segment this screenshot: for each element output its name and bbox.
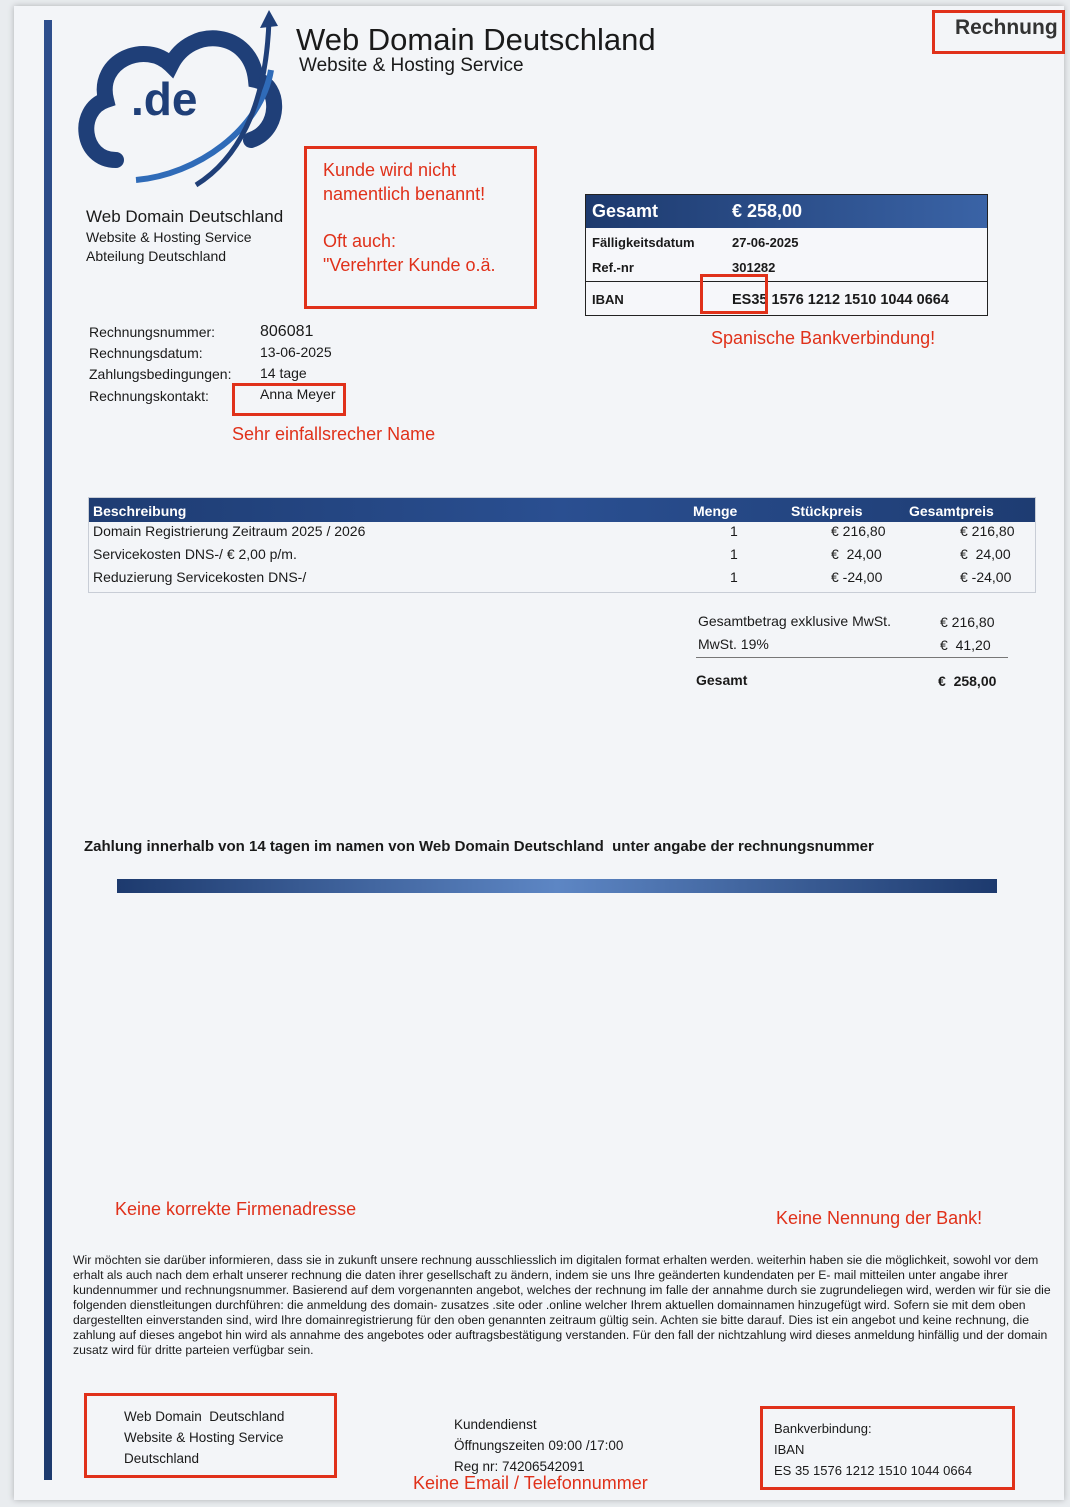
meta-value-invoice-date: 13-06-2025 (260, 344, 332, 360)
company-logo-icon (76, 10, 286, 190)
summary-iban-value: ES35 1576 1212 1510 1044 0664 (732, 292, 949, 308)
summary-ref-value: 301282 (732, 260, 776, 275)
invoice-page (14, 6, 1064, 1500)
meta-value-invoice-number: 806081 (260, 323, 314, 340)
line-items-table (88, 497, 1036, 593)
footer-middle (454, 1414, 623, 1477)
summary-due-value: 27-06-2025 (732, 235, 799, 250)
annotation-box-iban (700, 274, 768, 314)
totals-net-value: € 216,80 (940, 614, 995, 630)
table-header-unit-price: Stückpreis (791, 503, 863, 519)
row-total-price: € 24,00 (960, 546, 1011, 562)
annotation-no-bank: Keine Nennung der Bank! (776, 1208, 983, 1228)
summary-total-label: Gesamt (592, 201, 659, 221)
footer-left-line-3: Deutschland (124, 1451, 200, 1466)
totals-net-label: Gesamtbetrag exklusive MwSt. (698, 613, 891, 629)
row-quantity: 1 (730, 569, 738, 585)
meta-label-invoice-date: Rechnungsdatum: (89, 345, 203, 361)
footer-right-line-1: Bankverbindung: (774, 1421, 872, 1436)
logo-text: .de (131, 73, 198, 125)
totals-vat-value: € 41,20 (940, 637, 991, 653)
sender-address-line-1: Web Domain Deutschland (86, 207, 284, 226)
document-type-label: Rechnung (955, 16, 1058, 39)
summary-iban-label: IBAN (592, 292, 624, 307)
footer-right-line-3: ES 35 1576 1212 1510 1044 0664 (774, 1463, 973, 1478)
summary-total-value: € 258,00 (732, 201, 803, 221)
table-header-total-price: Gesamtpreis (909, 503, 994, 519)
annotation-spanish-bank: Spanische Bankverbindung! (711, 328, 936, 348)
annotation-no-contact: Keine Email / Telefonnummer (413, 1473, 648, 1493)
meta-label-payment-terms: Zahlungsbedingungen: (89, 366, 232, 382)
meta-label-invoice-number: Rechnungsnummer: (89, 324, 216, 340)
sender-address-line-3: Abteilung Deutschland (86, 248, 227, 264)
summary-due-label: Fälligkeitsdatum (592, 235, 695, 250)
summary-ref-label: Ref.-nr (592, 260, 634, 275)
table-header-quantity: Menge (693, 503, 738, 519)
totals-gross-value: € 258,00 (938, 673, 997, 689)
annotation-no-name: Kunde wird nicht namentlich benannt! (323, 160, 486, 204)
annotation-dear: "Verehrter Kunde o.ä. (323, 255, 496, 275)
meta-value-contact: Anna Meyer (260, 386, 336, 402)
table-header-description: Beschreibung (93, 503, 187, 519)
footer-left (124, 1406, 284, 1469)
row-unit-price: € -24,00 (831, 569, 883, 585)
annotation-often: Oft auch: (323, 231, 397, 251)
footer-right (774, 1418, 972, 1481)
summary-divider (586, 281, 987, 282)
meta-label-contact: Rechnungskontakt: (89, 388, 209, 404)
totals-divider (696, 657, 1008, 658)
summary-box (585, 194, 988, 316)
annotation-box-contact (232, 383, 346, 416)
row-total-price: € 216,80 (960, 523, 1015, 539)
row-unit-price: € 216,80 (831, 523, 886, 539)
row-quantity: 1 (730, 523, 738, 539)
footer-left-line-1: Web Domain Deutschland (124, 1409, 285, 1424)
row-description: Reduzierung Servicekosten DNS-/ (93, 569, 307, 585)
company-name-title: Web Domain Deutschland (296, 22, 656, 57)
annotation-fake-name: Sehr einfallsrecher Name (232, 424, 436, 444)
summary-header (586, 195, 987, 228)
row-total-price: € -24,00 (960, 569, 1012, 585)
footer-left-line-2: Website & Hosting Service (124, 1430, 284, 1445)
footer-middle-line-1: Kundendienst (454, 1417, 537, 1432)
decorative-blue-bar (117, 879, 997, 893)
footer-middle-line-3: Reg nr: 74206542091 (454, 1459, 585, 1474)
disclaimer-text: Wir möchten sie darüber informieren, dass sie in zukunft unsere rechnung ausschliesslich im digitalen format erhalten werden. weiterhin haben sie die möglichkeit, sowohl vor dem erhalt als auch nach dem erhalt unserer rechnung die daten ihrer gesellschaft zu ändern, indem sie uns Ihre geänderten kundendaten per E- mail mitteilen unter angabe ihrer kundennummer und rechnungsnummer. Basierend auf dem vorgenannten angebot, welches der rechnung im falle der annahme durch sie zugrundeliegen wird, werden wir für sie die folgenden dienstleitungen durchführen: die anmeldung des domain- zusatzes .site oder .online welcher Ihrem aktuellen domainnamen hinzugefügt wird. Sofern sie mit dem oben dargestellten einverstanden sind, wird Ihre domainregistrierung für den oben genannten zeitraum gültig sein. Achten sie bitte darauf. Dies ist ein angebot und keine rechnung, die zahlung auf dieses angebot hin wird als annahme des angebotes oder auftragsbestätigung verstanden. Für den fall der nichtzahlung wird dieses anmeldung hinfällig und der domain zusatz wird für dritte parteien verfügbar sein. (73, 1253, 1051, 1357)
row-description: Servicekosten DNS-/ € 2,00 p/m. (93, 546, 297, 562)
sender-address-line-2: Website & Hosting Service (86, 229, 252, 245)
footer-middle-line-2: Öffnungszeiten 09:00 /17:00 (454, 1438, 624, 1453)
company-tagline: Website & Hosting Service (299, 55, 524, 76)
footer-right-line-2: IBAN (774, 1442, 805, 1457)
totals-gross-label: Gesamt (696, 672, 748, 688)
payment-note: Zahlung innerhalb von 14 tagen im namen von Web Domain Deutschland unter angabe der rechnungsnummer (84, 838, 874, 855)
row-quantity: 1 (730, 546, 738, 562)
totals-vat-label: MwSt. 19% (698, 636, 769, 652)
table-header (89, 498, 1035, 522)
row-unit-price: € 24,00 (831, 546, 882, 562)
row-description: Domain Registrierung Zeitraum 2025 / 2026 (93, 523, 366, 539)
meta-value-payment-terms: 14 tage (260, 365, 307, 381)
annotation-no-address: Keine korrekte Firmenadresse (115, 1199, 357, 1219)
left-blue-stripe (44, 20, 52, 1480)
